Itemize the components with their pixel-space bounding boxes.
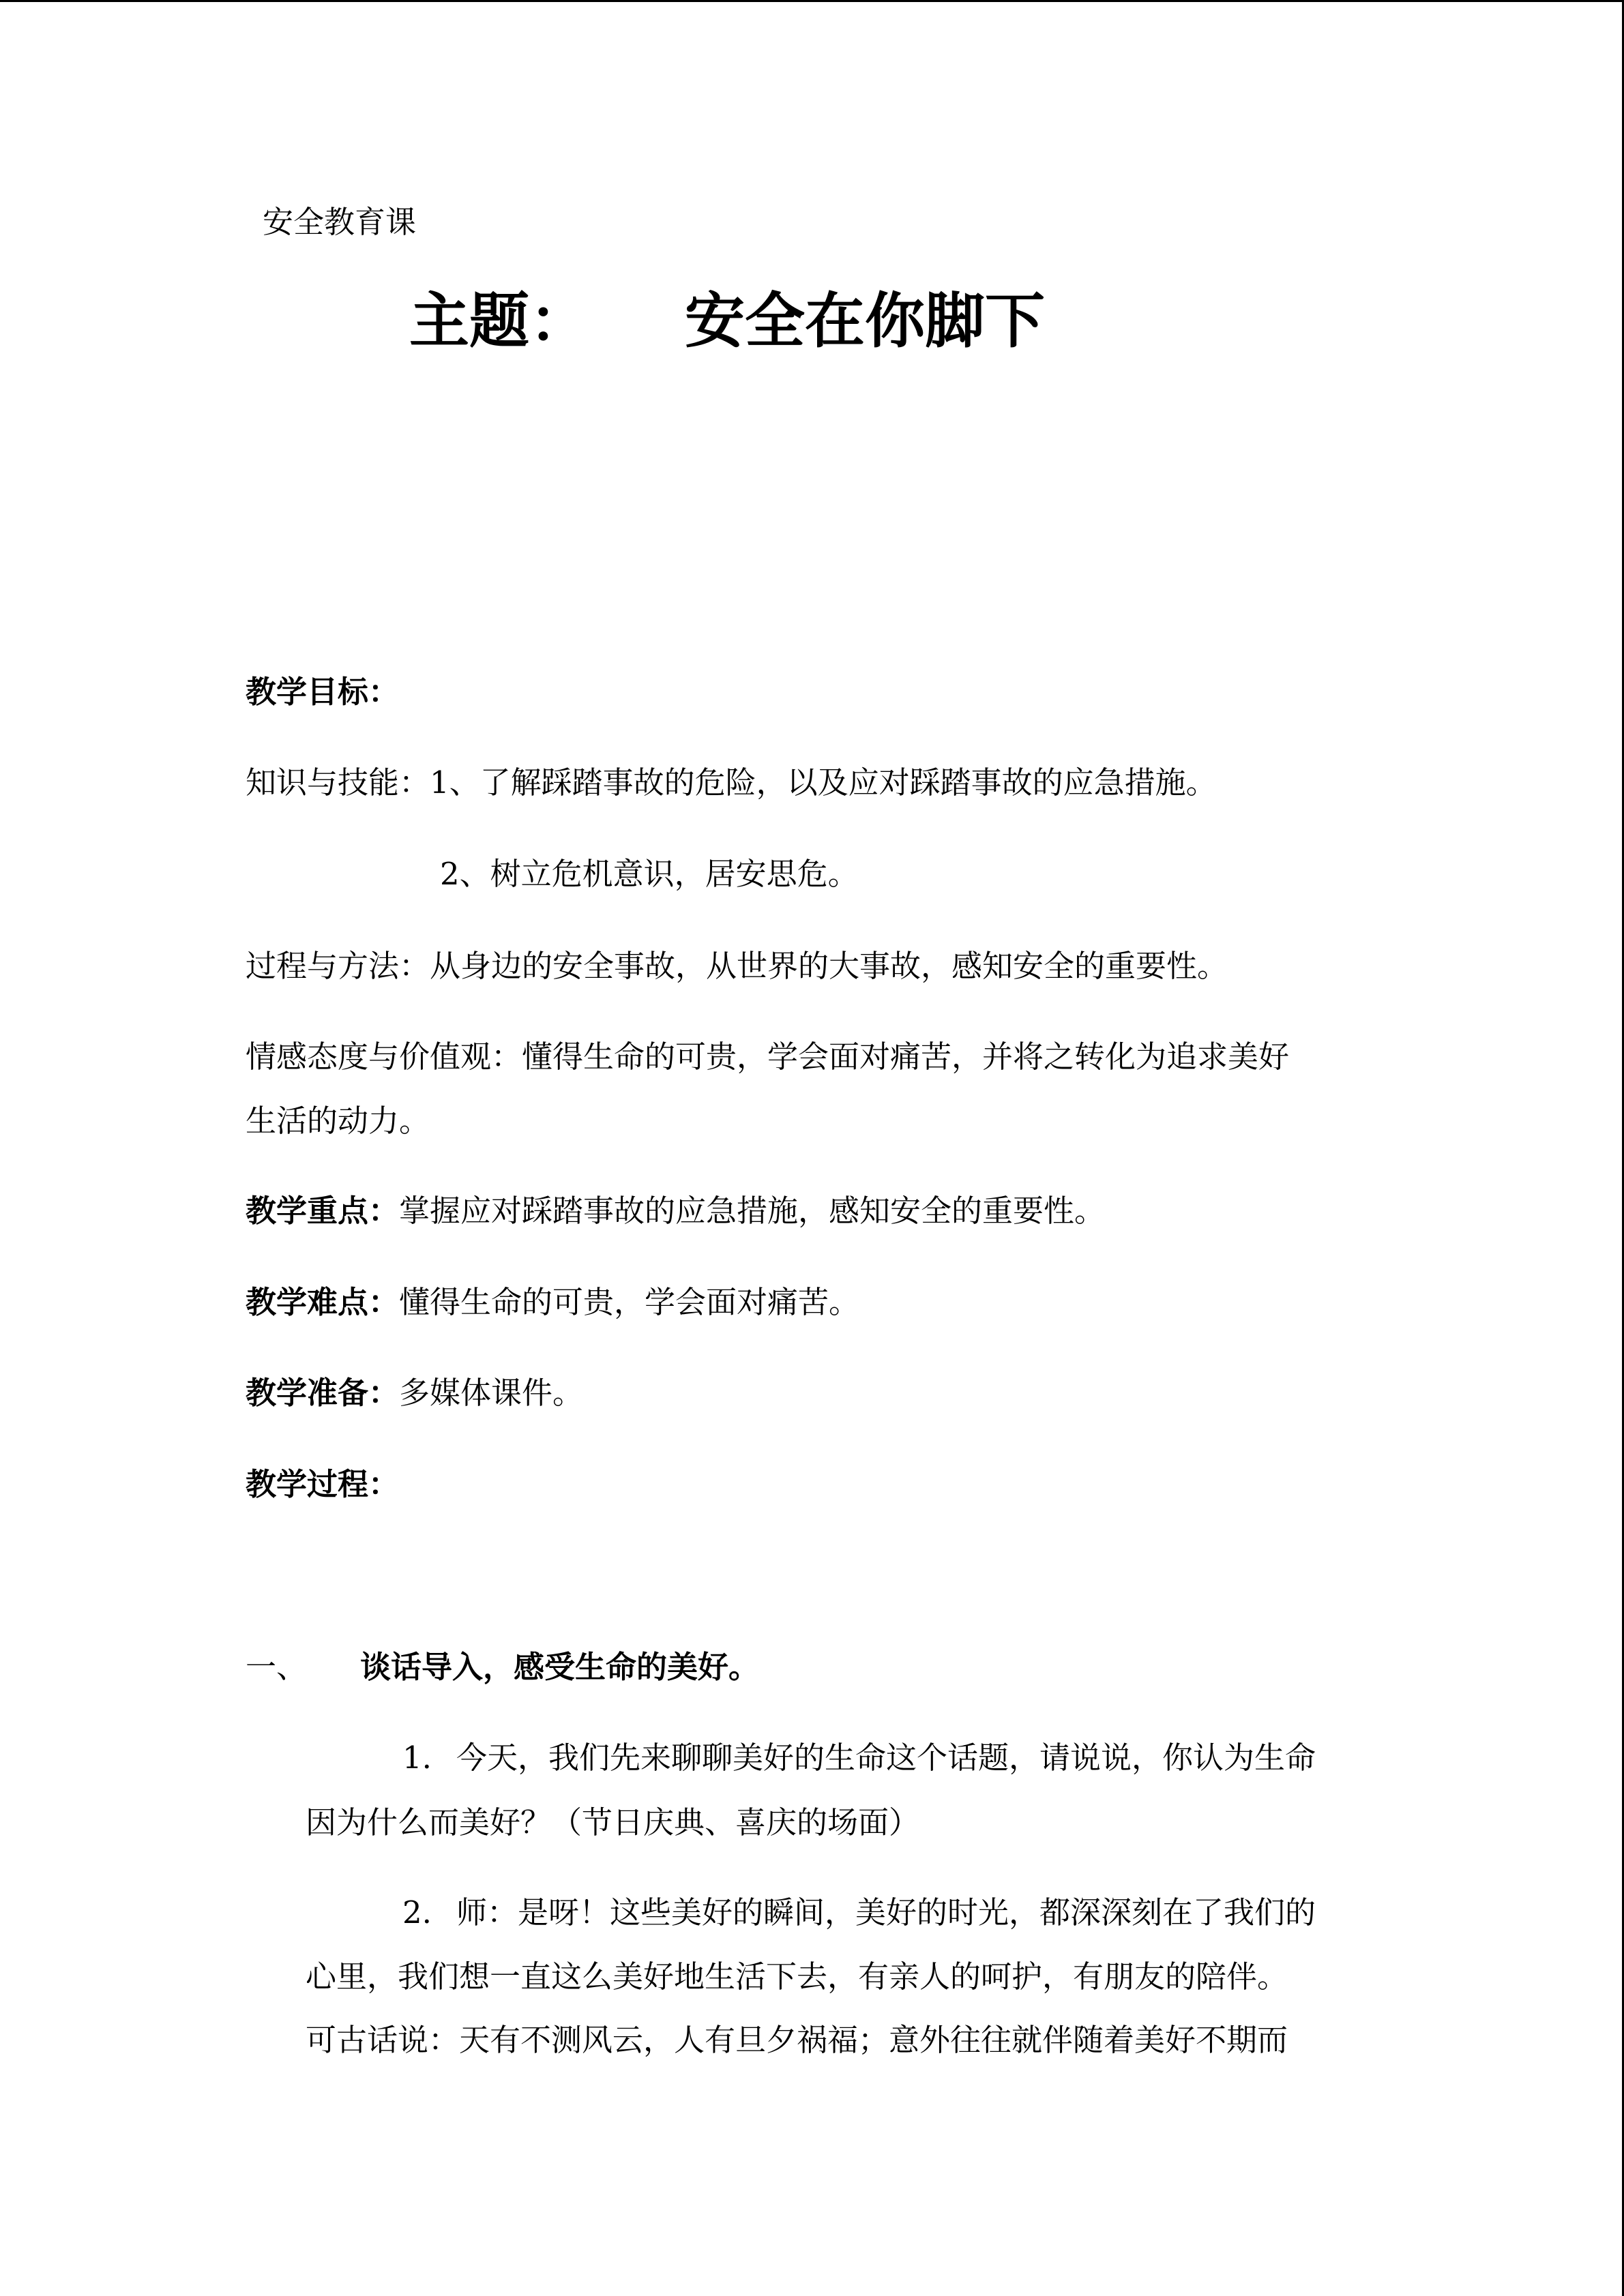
difficulty-line bbox=[246, 1282, 859, 1323]
section-1-item-2-text-1: 师：是呀！这些美好的瞬间，美好的时光，都深深刻在了我们的 bbox=[456, 1894, 1316, 1930]
preparation-label: 教学准备： bbox=[246, 1375, 400, 1411]
section-1-item-2-line-3: 可古话说：天有不测风云，人有旦夕祸福；意外往往就伴随着美好不期而 bbox=[306, 2022, 1288, 2058]
emotion-values-text-1: 懂得生命的可贵，学会面对痛苦，并将之转化为追求美好 bbox=[522, 1039, 1290, 1075]
process-heading: 教学过程： bbox=[246, 1466, 400, 1502]
process-method-text: 从身边的安全事故，从世界的大事故，感知安全的重要性。 bbox=[430, 948, 1228, 984]
key-point-line bbox=[246, 1191, 1105, 1232]
knowledge-skills-item-2: 2、树立危机意识，居安思危。 bbox=[440, 856, 859, 892]
section-1-item-1-number: 1. bbox=[402, 1740, 432, 1776]
course-label: 安全教育课 bbox=[263, 204, 417, 240]
page-top-border bbox=[0, 0, 1624, 2]
knowledge-skills-line-1 bbox=[246, 762, 1217, 803]
preparation-text: 多媒体课件。 bbox=[399, 1375, 584, 1411]
emotion-values-line-1 bbox=[246, 1037, 1289, 1077]
difficulty-label: 教学难点： bbox=[246, 1284, 400, 1320]
page-title bbox=[409, 283, 1045, 358]
difficulty-text: 懂得生命的可贵，学会面对痛苦。 bbox=[399, 1284, 860, 1320]
knowledge-skills-item-1: 1、了解踩踏事故的危险，以及应对踩踏事故的应急措施。 bbox=[430, 764, 1217, 801]
knowledge-skills-label: 知识与技能： bbox=[246, 764, 430, 801]
key-point-text: 掌握应对踩踏事故的应急措施，感知安全的重要性。 bbox=[399, 1193, 1106, 1229]
emotion-values-label: 情感态度与价值观： bbox=[246, 1039, 522, 1075]
section-1-number: 一、 bbox=[246, 1649, 308, 1685]
process-method-label: 过程与方法： bbox=[246, 948, 430, 984]
section-1-item-2-line-2: 心里，我们想一直这么美好地生活下去，有亲人的呵护，有朋友的陪伴。 bbox=[306, 1958, 1288, 1995]
emotion-values-line-2: 生活的动力。 bbox=[246, 1103, 430, 1139]
goals-heading: 教学目标： bbox=[246, 674, 400, 710]
key-point-label: 教学重点： bbox=[246, 1193, 400, 1229]
section-1-item-1-line-1 bbox=[402, 1738, 1316, 1778]
section-1-item-2-number: 2. bbox=[402, 1894, 432, 1930]
section-1-item-1-text-1: 今天，我们先来聊聊美好的生命这个话题，请说说，你认为生命 bbox=[456, 1740, 1316, 1776]
title-text: 安全在你脚下 bbox=[685, 285, 1046, 356]
process-method-line bbox=[246, 946, 1228, 987]
section-1-title: 谈话导入，感受生命的美好。 bbox=[360, 1649, 760, 1685]
title-prefix: 主题： bbox=[409, 285, 590, 356]
section-1-item-2-line-1 bbox=[402, 1892, 1316, 1933]
section-1-item-1-line-2: 因为什么而美好？（节日庆典、喜庆的场面） bbox=[306, 1804, 920, 1840]
preparation-line bbox=[246, 1373, 583, 1414]
